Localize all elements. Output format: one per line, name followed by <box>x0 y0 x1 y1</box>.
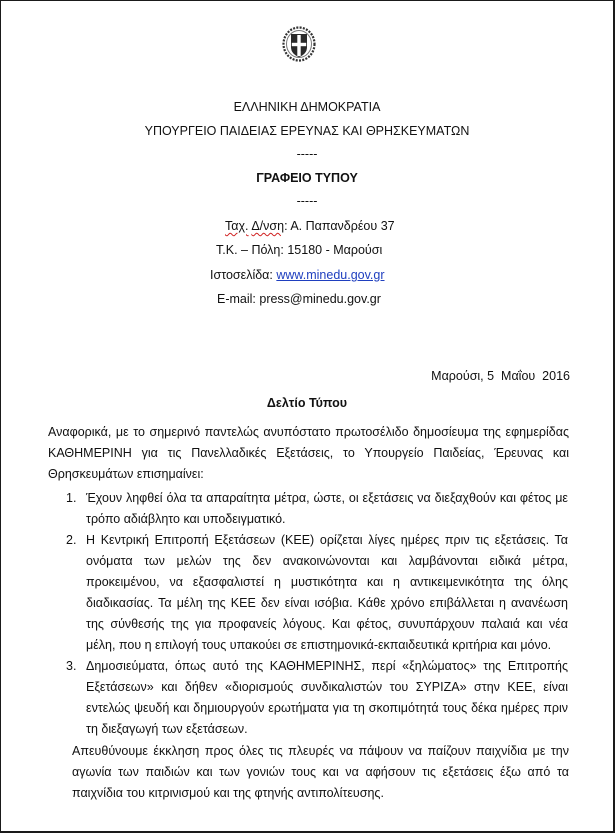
email-line: E-mail: press@minedu.gov.gr <box>217 292 381 306</box>
address-line <box>225 218 395 234</box>
list-item-text: Δημοσιεύματα, όπως αυτό της ΚΑΘΗΜΕΡΙΝΗΣ, περί «ξηλώματος» της Επιτροπής Εξετάσεων» και δήθεν «διορισμούς συνδικαλιστών του ΣΥΡΙΖΑ» στην ΚΕΕ, είναι εντελώς ψευδή και δημιουργούν ερωτήματα για τη σκοπιμότητά τους δέκα ημέρες πριν τη διεξαγωγή των εξετάσεων. <box>86 659 568 736</box>
website-line <box>210 267 385 283</box>
list-item <box>48 656 568 740</box>
separator: ----- <box>296 147 318 161</box>
website-link[interactable]: www.minedu.gov.gr <box>276 268 385 282</box>
list-number: 3. <box>66 659 77 673</box>
list-item <box>48 530 568 656</box>
numbered-list <box>48 488 568 740</box>
address-value: : Α. Παπανδρέου 37 <box>284 219 395 233</box>
document-title: Δελτίο Τύπου <box>266 396 348 410</box>
ministry-heading: ΥΠΟΥΡΓΕΙΟ ΠΑΙΔΕΙΑΣ ΕΡΕΥΝΑΣ ΚΑΙ ΘΡΗΣΚΕΥΜΑΤΩΝ <box>144 124 470 138</box>
separator: ----- <box>296 194 318 208</box>
document-date: Μαρούσι, 5 Μαΐου 2016 <box>431 369 570 383</box>
list-item <box>48 488 568 530</box>
list-number: 1. <box>66 491 77 505</box>
list-number: 2. <box>66 533 77 547</box>
list-item-text: Έχουν ληφθεί όλα τα απαραίτητα μέτρα, ώστε, οι εξετάσεις να διεξαχθούν και φέτος με τρόπο αδιάβλητο και υποδειγματικό. <box>86 491 568 526</box>
postal-line: Τ.Κ. – Πόλη: 15180 - Μαρούσι <box>216 243 383 257</box>
country-heading: ΕΛΛΗΝΙΚΗ ΔΗΜΟΚΡΑΤΙΑ <box>233 100 381 114</box>
address-label-abbrev: Ταχ. <box>225 219 249 233</box>
intro-paragraph: Αναφορικά, με το σημερινό παντελώς ανυπόστατο πρωτοσέλιδο δημοσίευμα της εφημερίδας ΚΑΘΗΜΕΡΙΝΗ για τις Πανελλαδικές Εξετάσεις, το Υπουργείο Παιδείας, Έρευνας και Θρησκευμάτων επισημαίνει: <box>48 425 569 481</box>
greek-coat-of-arms-icon <box>282 26 316 62</box>
list-item-text: Η Κεντρική Επιτροπή Εξετάσεων (ΚΕΕ) ορίζεται λίγες ημέρες πριν τις εξετάσεις. Τα ονόματα των μελών της δεν ανακοινώνονται και λαμβάνονται ειδικά μέτρα, προκειμένου, να εξασφαλιστεί η μυστικότητα και η αντικειμενικότητα της όλης διαδικασίας. Τα μέλη της ΚΕΕ δεν είναι ισόβια. Κάθε χρόνο επιβάλλεται η ανανέωση της σύνθεσής της για προφανείς λόγους. Και φέτος, συνυπάρχουν παλαιά και νέα μέλη, που η επιλογή τους υπακούει σε επιστημονικά-εκπαιδευτικά κριτήρια και μόνο. <box>86 533 568 652</box>
office-heading: ΓΡΑΦΕΙΟ ΤΥΠΟΥ <box>256 171 358 185</box>
website-label: Ιστοσελίδα: <box>210 268 277 282</box>
address-label-abbrev: Δ/νση <box>251 219 285 233</box>
closing-paragraph: Απευθύνουμε έκκληση προς όλες τις πλευρές να πάψουν να παίζουν παιχνίδια με την αγωνία των παιδιών και των γονιών τους και να αφήσουν τις εξετάσεις έξω από τα παιχνίδια του κιτρινισμού και της φτηνής αντιπολίτευσης. <box>72 744 569 800</box>
